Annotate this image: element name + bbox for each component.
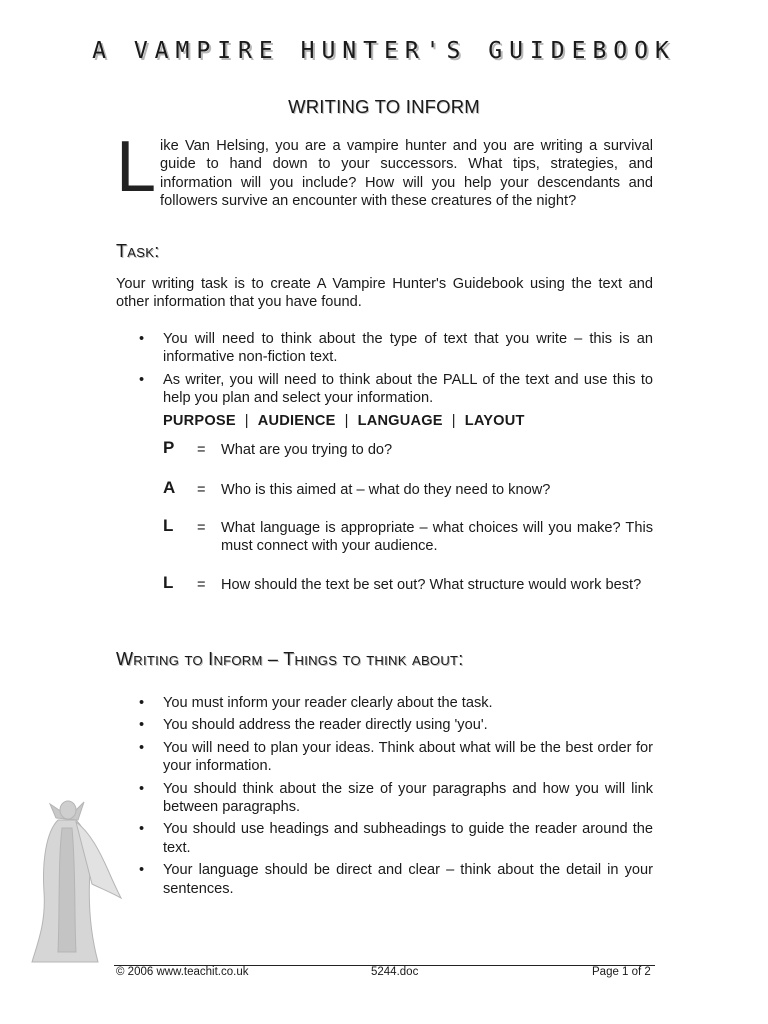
pall-text: What are you trying to do?: [221, 442, 393, 458]
bullet-icon: •: [139, 780, 145, 797]
pall-audience: AUDIENCE: [257, 413, 336, 429]
footer-filename: 5244.doc: [371, 966, 419, 978]
document-subtitle: WRITING TO INFORM: [288, 96, 480, 117]
task-text: Your writing task is to create A Vampire Hunter's Guidebook using the text and other information that you have found.: [116, 276, 653, 311]
intro-paragraph: [116, 127, 653, 211]
document-title: A VAMPIRE HUNTER'S GUIDEBOOK: [92, 38, 676, 64]
footer-copyright: © 2006 www.teachit.co.uk: [116, 966, 249, 978]
list-item: • You should think about the size of your paragraphs and how you will link between paragraphs.: [139, 780, 653, 816]
list-item: • You will need to think about the type of text that you write – this is an informative non-fiction text.: [139, 331, 653, 366]
pall-equals: =: [197, 577, 206, 593]
pall-separator: |: [451, 413, 456, 429]
pall-layout: LAYOUT: [464, 413, 525, 429]
drop-cap: L: [116, 127, 157, 207]
pall-labels: [163, 413, 525, 429]
pall-letter: A: [163, 478, 176, 497]
pall-equals: =: [197, 482, 206, 498]
list-item: • As writer, you will need to think about the PALL of the text and use this to help you plan and select your information.: [139, 371, 653, 407]
things-heading: Writing to Inform – Things to think about:: [116, 649, 464, 669]
task-heading: Task:: [116, 241, 160, 261]
pall-letter: P: [163, 438, 175, 457]
pall-text: How should the text be set out? What structure would work best?: [221, 577, 642, 593]
bullet-icon: •: [139, 862, 145, 879]
bullet-icon: •: [139, 371, 145, 388]
list-item: • You should use headings and subheadings to guide the reader around the text.: [139, 821, 653, 856]
pall-language: LANGUAGE: [357, 413, 443, 429]
list-item: • Your language should be direct and clear – think about the detail in your sentences.: [139, 862, 653, 897]
list-item: • You should address the reader directly using 'you'.: [139, 717, 488, 734]
pall-purpose: PURPOSE: [163, 413, 236, 429]
pall-equals: =: [197, 520, 206, 536]
bullet-icon: •: [139, 739, 145, 756]
bullet-icon: •: [139, 331, 145, 347]
pall-letter: L: [163, 573, 174, 592]
pall-text: What language is appropriate – what choices will you make? This must connect with your audience.: [221, 520, 653, 555]
bullet-icon: •: [139, 717, 145, 734]
pall-text: Who is this aimed at – what do they need to know?: [221, 482, 551, 498]
bullet-icon: •: [139, 821, 145, 838]
intro-text: ike Van Helsing, you are a vampire hunter and you are writing a survival guide to hand down to your successors. What tips, strategies, and information will you include? How will you help your descendants and followers survive an encounter with these creatures of the night?: [160, 138, 653, 210]
pall-letter: L: [163, 516, 174, 535]
list-item: • You will need to plan your ideas. Think about what will be the best order for your information.: [139, 739, 653, 775]
pall-equals: =: [197, 442, 206, 458]
pall-separator: |: [344, 413, 349, 429]
list-item: • You must inform your reader clearly about the task.: [139, 695, 493, 711]
things-bullet-list: [116, 694, 653, 902]
footer-page-number: Page 1 of 2: [592, 966, 651, 978]
task-bullet-list: [116, 330, 653, 412]
vampire-figure-icon: [28, 792, 123, 967]
pall-separator: |: [244, 413, 249, 429]
bullet-icon: •: [139, 695, 145, 711]
